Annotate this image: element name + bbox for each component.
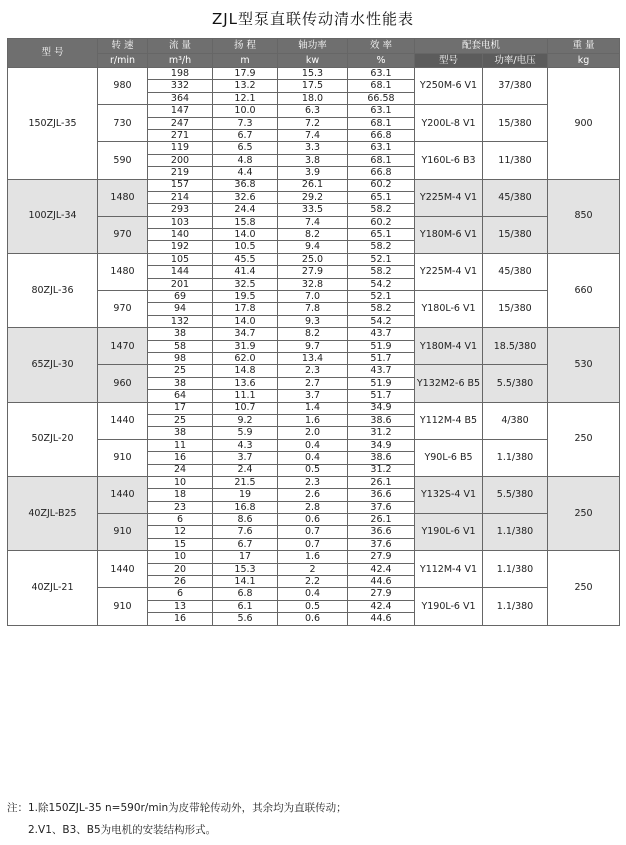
header-motor-power: 功率/电压 [483, 54, 548, 68]
efficiency-cell: 42.4 [348, 600, 415, 612]
pump-group [8, 68, 620, 180]
table-row [8, 476, 620, 488]
efficiency-cell: 58.2 [348, 266, 415, 278]
weight-cell: 250 [548, 402, 620, 476]
motor-model-cell: Y180M-4 V1 [415, 328, 483, 365]
flow-cell: 25 [148, 414, 213, 426]
power-cell: 0.7 [278, 538, 348, 550]
head-cell: 10.7 [213, 402, 278, 414]
motor-model-cell: Y132S-4 V1 [415, 476, 483, 513]
header-motor: 配套电机 [415, 39, 548, 54]
motor-power-cell: 37/380 [483, 68, 548, 105]
efficiency-cell: 66.8 [348, 129, 415, 141]
efficiency-cell: 37.6 [348, 538, 415, 550]
model-cell: 40ZJL-B25 [8, 476, 98, 550]
head-cell: 4.4 [213, 167, 278, 179]
efficiency-cell: 51.7 [348, 390, 415, 402]
motor-power-cell: 15/380 [483, 216, 548, 253]
header-speed-unit: r/min [98, 54, 148, 68]
efficiency-cell: 43.7 [348, 328, 415, 340]
head-cell: 41.4 [213, 266, 278, 278]
efficiency-cell: 60.2 [348, 179, 415, 191]
header-efficiency-unit: % [348, 54, 415, 68]
head-cell: 2.4 [213, 464, 278, 476]
head-cell: 6.5 [213, 142, 278, 154]
power-cell: 32.8 [278, 278, 348, 290]
head-cell: 6.7 [213, 129, 278, 141]
table-row [8, 105, 620, 117]
motor-power-cell: 4/380 [483, 402, 548, 439]
power-cell: 8.2 [278, 229, 348, 241]
power-cell: 2.7 [278, 377, 348, 389]
table-row [8, 216, 620, 228]
flow-cell: 17 [148, 402, 213, 414]
power-cell: 3.8 [278, 154, 348, 166]
speed-cell: 960 [98, 365, 148, 402]
flow-cell: 26 [148, 576, 213, 588]
header-weight: 重 量 [548, 39, 620, 54]
flow-cell: 18 [148, 489, 213, 501]
flow-cell: 38 [148, 328, 213, 340]
head-cell: 21.5 [213, 476, 278, 488]
table-row [8, 328, 620, 340]
efficiency-cell: 68.1 [348, 117, 415, 129]
efficiency-cell: 38.6 [348, 452, 415, 464]
head-cell: 17.9 [213, 68, 278, 80]
efficiency-cell: 65.1 [348, 229, 415, 241]
motor-model-cell: Y132M2-6 B5 [415, 365, 483, 402]
head-cell: 4.8 [213, 154, 278, 166]
motor-power-cell: 1.1/380 [483, 439, 548, 476]
motor-power-cell: 1.1/380 [483, 588, 548, 625]
motor-power-cell: 1.1/380 [483, 551, 548, 588]
power-cell: 0.5 [278, 464, 348, 476]
power-cell: 3.9 [278, 167, 348, 179]
head-cell: 6.1 [213, 600, 278, 612]
efficiency-cell: 68.1 [348, 80, 415, 92]
pump-group [8, 476, 620, 550]
efficiency-cell: 58.2 [348, 303, 415, 315]
flow-cell: 201 [148, 278, 213, 290]
efficiency-cell: 26.1 [348, 514, 415, 526]
table-row [8, 365, 620, 377]
head-cell: 13.2 [213, 80, 278, 92]
header-flow: 流 量 [148, 39, 213, 54]
head-cell: 31.9 [213, 340, 278, 352]
table-row [8, 253, 620, 265]
table-row [8, 551, 620, 563]
speed-cell: 730 [98, 105, 148, 142]
page-title: ZJL型泵直联传动清水性能表 [211, 10, 415, 28]
flow-cell: 271 [148, 129, 213, 141]
efficiency-cell: 34.9 [348, 439, 415, 451]
table-row [8, 142, 620, 154]
power-cell: 7.0 [278, 291, 348, 303]
header-head: 扬 程 [213, 39, 278, 54]
efficiency-cell: 36.6 [348, 526, 415, 538]
head-cell: 62.0 [213, 352, 278, 364]
flow-cell: 69 [148, 291, 213, 303]
power-cell: 2.2 [278, 576, 348, 588]
header-efficiency: 效 率 [348, 39, 415, 54]
header-model: 型 号 [8, 39, 98, 68]
efficiency-cell: 31.2 [348, 427, 415, 439]
model-cell: 100ZJL-34 [8, 179, 98, 253]
speed-cell: 1440 [98, 476, 148, 513]
head-cell: 5.6 [213, 613, 278, 625]
efficiency-cell: 54.2 [348, 278, 415, 290]
weight-cell: 660 [548, 253, 620, 327]
flow-cell: 140 [148, 229, 213, 241]
head-cell: 45.5 [213, 253, 278, 265]
model-cell: 80ZJL-36 [8, 253, 98, 327]
flow-cell: 58 [148, 340, 213, 352]
model-cell: 40ZJL-21 [8, 551, 98, 625]
efficiency-cell: 63.1 [348, 68, 415, 80]
efficiency-cell: 31.2 [348, 464, 415, 476]
speed-cell: 1440 [98, 551, 148, 588]
table-row [8, 291, 620, 303]
head-cell: 15.3 [213, 563, 278, 575]
flow-cell: 25 [148, 365, 213, 377]
power-cell: 0.4 [278, 588, 348, 600]
flow-cell: 103 [148, 216, 213, 228]
motor-model-cell: Y225M-4 V1 [415, 253, 483, 290]
power-cell: 18.0 [278, 92, 348, 104]
motor-model-cell: Y200L-8 V1 [415, 105, 483, 142]
efficiency-cell: 58.2 [348, 204, 415, 216]
head-cell: 11.1 [213, 390, 278, 402]
speed-cell: 1480 [98, 179, 148, 216]
efficiency-cell: 36.6 [348, 489, 415, 501]
head-cell: 12.1 [213, 92, 278, 104]
flow-cell: 364 [148, 92, 213, 104]
efficiency-cell: 52.1 [348, 253, 415, 265]
table-row [8, 514, 620, 526]
efficiency-cell: 54.2 [348, 315, 415, 327]
speed-cell: 590 [98, 142, 148, 179]
head-cell: 19.5 [213, 291, 278, 303]
flow-cell: 13 [148, 600, 213, 612]
efficiency-cell: 37.6 [348, 501, 415, 513]
efficiency-cell: 44.6 [348, 613, 415, 625]
flow-cell: 20 [148, 563, 213, 575]
head-cell: 34.7 [213, 328, 278, 340]
model-cell: 65ZJL-30 [8, 328, 98, 402]
power-cell: 7.4 [278, 216, 348, 228]
flow-cell: 198 [148, 68, 213, 80]
head-cell: 6.8 [213, 588, 278, 600]
weight-cell: 530 [548, 328, 620, 402]
power-cell: 26.1 [278, 179, 348, 191]
efficiency-cell: 68.1 [348, 154, 415, 166]
flow-cell: 23 [148, 501, 213, 513]
speed-cell: 970 [98, 291, 148, 328]
pump-group [8, 402, 620, 476]
flow-cell: 24 [148, 464, 213, 476]
efficiency-cell: 65.1 [348, 191, 415, 203]
power-cell: 3.3 [278, 142, 348, 154]
flow-cell: 105 [148, 253, 213, 265]
flow-cell: 119 [148, 142, 213, 154]
power-cell: 13.4 [278, 352, 348, 364]
flow-cell: 219 [148, 167, 213, 179]
power-cell: 0.4 [278, 439, 348, 451]
power-cell: 8.2 [278, 328, 348, 340]
power-cell: 0.6 [278, 613, 348, 625]
model-cell: 150ZJL-35 [8, 68, 98, 180]
head-cell: 3.7 [213, 452, 278, 464]
head-cell: 14.0 [213, 315, 278, 327]
pump-group [8, 253, 620, 327]
speed-cell: 980 [98, 68, 148, 105]
speed-cell: 910 [98, 439, 148, 476]
head-cell: 4.3 [213, 439, 278, 451]
flow-cell: 98 [148, 352, 213, 364]
head-cell: 32.6 [213, 191, 278, 203]
header-power-unit: kw [278, 54, 348, 68]
motor-power-cell: 45/380 [483, 179, 548, 216]
efficiency-cell: 60.2 [348, 216, 415, 228]
motor-power-cell: 11/380 [483, 142, 548, 179]
header-speed: 转 速 [98, 39, 148, 54]
power-cell: 0.7 [278, 526, 348, 538]
flow-cell: 293 [148, 204, 213, 216]
flow-cell: 144 [148, 266, 213, 278]
efficiency-cell: 52.1 [348, 291, 415, 303]
power-cell: 2.8 [278, 501, 348, 513]
header-power: 轴功率 [278, 39, 348, 54]
efficiency-cell: 58.2 [348, 241, 415, 253]
efficiency-cell: 43.7 [348, 365, 415, 377]
speed-cell: 1470 [98, 328, 148, 365]
efficiency-cell: 26.1 [348, 476, 415, 488]
efficiency-cell: 51.9 [348, 377, 415, 389]
flow-cell: 11 [148, 439, 213, 451]
motor-model-cell: Y190L-6 V1 [415, 588, 483, 625]
power-cell: 33.5 [278, 204, 348, 216]
power-cell: 2.6 [278, 489, 348, 501]
table-row [8, 179, 620, 191]
weight-cell: 250 [548, 551, 620, 625]
efficiency-cell: 51.7 [348, 352, 415, 364]
speed-cell: 910 [98, 514, 148, 551]
head-cell: 7.6 [213, 526, 278, 538]
efficiency-cell: 44.6 [348, 576, 415, 588]
head-cell: 10.0 [213, 105, 278, 117]
flow-cell: 247 [148, 117, 213, 129]
head-cell: 24.4 [213, 204, 278, 216]
motor-power-cell: 5.5/380 [483, 365, 548, 402]
table-row [8, 68, 620, 80]
model-cell: 50ZJL-20 [8, 402, 98, 476]
motor-model-cell: Y250M-6 V1 [415, 68, 483, 105]
efficiency-cell: 27.9 [348, 551, 415, 563]
head-cell: 19 [213, 489, 278, 501]
motor-model-cell: Y180M-6 V1 [415, 216, 483, 253]
power-cell: 9.3 [278, 315, 348, 327]
power-cell: 9.7 [278, 340, 348, 352]
efficiency-cell: 34.9 [348, 402, 415, 414]
power-cell: 29.2 [278, 191, 348, 203]
head-cell: 16.8 [213, 501, 278, 513]
motor-power-cell: 1.1/380 [483, 514, 548, 551]
flow-cell: 10 [148, 476, 213, 488]
flow-cell: 15 [148, 538, 213, 550]
efficiency-cell: 66.58 [348, 92, 415, 104]
efficiency-cell: 27.9 [348, 588, 415, 600]
head-cell: 14.0 [213, 229, 278, 241]
head-cell: 9.2 [213, 414, 278, 426]
note-1: 注：1.除150ZJL-35 n=590r/min为皮带轮传动外，其余均为直联传动； [7, 802, 347, 814]
flow-cell: 38 [148, 427, 213, 439]
weight-cell: 250 [548, 476, 620, 550]
head-cell: 32.5 [213, 278, 278, 290]
power-cell: 3.7 [278, 390, 348, 402]
efficiency-cell: 63.1 [348, 105, 415, 117]
efficiency-cell: 38.6 [348, 414, 415, 426]
pump-group [8, 179, 620, 253]
flow-cell: 132 [148, 315, 213, 327]
table-row [8, 402, 620, 414]
head-cell: 7.3 [213, 117, 278, 129]
power-cell: 2.3 [278, 476, 348, 488]
efficiency-cell: 42.4 [348, 563, 415, 575]
motor-power-cell: 15/380 [483, 105, 548, 142]
power-cell: 0.5 [278, 600, 348, 612]
motor-power-cell: 5.5/380 [483, 476, 548, 513]
speed-cell: 1440 [98, 402, 148, 439]
power-cell: 27.9 [278, 266, 348, 278]
head-cell: 5.9 [213, 427, 278, 439]
header-flow-unit: m³/h [148, 54, 213, 68]
power-cell: 0.4 [278, 452, 348, 464]
motor-model-cell: Y225M-4 V1 [415, 179, 483, 216]
motor-power-cell: 18.5/380 [483, 328, 548, 365]
power-cell: 0.6 [278, 514, 348, 526]
flow-cell: 332 [148, 80, 213, 92]
table-row [8, 439, 620, 451]
power-cell: 2.0 [278, 427, 348, 439]
motor-model-cell: Y112M-4 B5 [415, 402, 483, 439]
power-cell: 15.3 [278, 68, 348, 80]
speed-cell: 970 [98, 216, 148, 253]
speed-cell: 1480 [98, 253, 148, 290]
head-cell: 14.8 [213, 365, 278, 377]
motor-power-cell: 15/380 [483, 291, 548, 328]
flow-cell: 38 [148, 377, 213, 389]
head-cell: 36.8 [213, 179, 278, 191]
power-cell: 9.4 [278, 241, 348, 253]
head-cell: 13.6 [213, 377, 278, 389]
power-cell: 1.6 [278, 414, 348, 426]
motor-model-cell: Y190L-6 V1 [415, 514, 483, 551]
efficiency-cell: 63.1 [348, 142, 415, 154]
power-cell: 17.5 [278, 80, 348, 92]
weight-cell: 900 [548, 68, 620, 180]
motor-model-cell: Y180L-6 V1 [415, 291, 483, 328]
flow-cell: 147 [148, 105, 213, 117]
power-cell: 1.6 [278, 551, 348, 563]
header-head-unit: m [213, 54, 278, 68]
flow-cell: 200 [148, 154, 213, 166]
motor-model-cell: Y160L-6 B3 [415, 142, 483, 179]
table-row [8, 588, 620, 600]
head-cell: 15.8 [213, 216, 278, 228]
header-weight-unit: kg [548, 54, 620, 68]
motor-power-cell: 45/380 [483, 253, 548, 290]
flow-cell: 16 [148, 452, 213, 464]
header-motor-model: 型号 [415, 54, 483, 68]
flow-cell: 157 [148, 179, 213, 191]
flow-cell: 10 [148, 551, 213, 563]
head-cell: 17 [213, 551, 278, 563]
power-cell: 7.8 [278, 303, 348, 315]
power-cell: 7.4 [278, 129, 348, 141]
weight-cell: 850 [548, 179, 620, 253]
performance-table [7, 38, 620, 626]
power-cell: 7.2 [278, 117, 348, 129]
power-cell: 6.3 [278, 105, 348, 117]
head-cell: 10.5 [213, 241, 278, 253]
flow-cell: 6 [148, 514, 213, 526]
pump-group [8, 551, 620, 625]
flow-cell: 12 [148, 526, 213, 538]
power-cell: 1.4 [278, 402, 348, 414]
head-cell: 6.7 [213, 538, 278, 550]
head-cell: 17.8 [213, 303, 278, 315]
note-2: 2.V1、B3、B5为电机的安装结构形式。 [28, 824, 217, 836]
flow-cell: 214 [148, 191, 213, 203]
flow-cell: 94 [148, 303, 213, 315]
flow-cell: 64 [148, 390, 213, 402]
flow-cell: 16 [148, 613, 213, 625]
efficiency-cell: 66.8 [348, 167, 415, 179]
pump-group [8, 328, 620, 402]
speed-cell: 910 [98, 588, 148, 625]
motor-model-cell: Y90L-6 B5 [415, 439, 483, 476]
power-cell: 2 [278, 563, 348, 575]
power-cell: 25.0 [278, 253, 348, 265]
flow-cell: 192 [148, 241, 213, 253]
head-cell: 14.1 [213, 576, 278, 588]
efficiency-cell: 51.9 [348, 340, 415, 352]
motor-model-cell: Y112M-4 V1 [415, 551, 483, 588]
flow-cell: 6 [148, 588, 213, 600]
head-cell: 8.6 [213, 514, 278, 526]
power-cell: 2.3 [278, 365, 348, 377]
